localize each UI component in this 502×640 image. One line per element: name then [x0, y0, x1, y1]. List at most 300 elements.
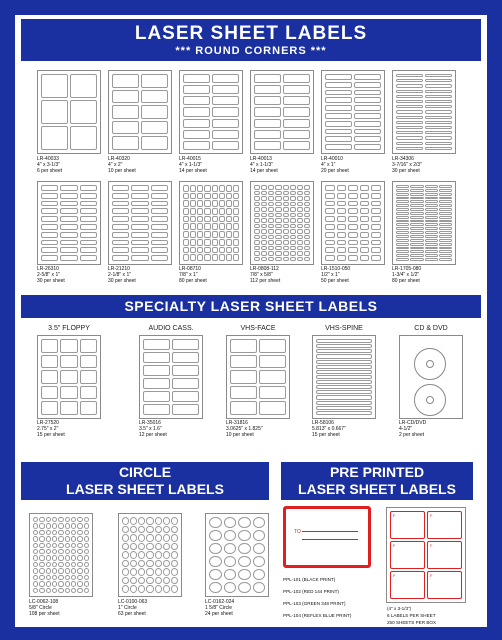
sheet-LC-0162-024	[205, 513, 269, 597]
label-code: LR-CD/DVD	[399, 420, 427, 426]
label-cell	[360, 216, 370, 222]
label-cell	[254, 107, 281, 116]
label-cell	[233, 223, 239, 230]
circle-label-cell	[146, 543, 153, 551]
label-cell	[410, 247, 423, 250]
label-cell	[60, 185, 77, 191]
circle-label-cell	[77, 543, 82, 548]
label-cell	[259, 339, 286, 353]
label-caption	[118, 599, 147, 617]
circle-label-cell	[209, 517, 222, 528]
label-cell	[261, 251, 267, 256]
label-cell	[141, 74, 168, 88]
label-cell	[41, 355, 58, 369]
sheet-LR-26310	[37, 181, 101, 265]
label-cell	[275, 202, 281, 207]
label-cell	[197, 231, 203, 238]
label-cell	[112, 224, 129, 230]
circle-label-cell	[253, 530, 266, 541]
circle-label-cell	[39, 562, 44, 567]
label-grid	[41, 74, 97, 150]
circle-label-cell	[171, 517, 178, 525]
circle-label-cell	[52, 568, 57, 573]
circle-label-cell	[155, 543, 162, 551]
circle-label-cell	[84, 588, 89, 593]
label-caption	[108, 266, 136, 284]
label-cell	[212, 141, 239, 150]
label-count: 10 per sheet	[108, 168, 136, 174]
circle-label-cell	[122, 543, 129, 551]
label-cell	[143, 378, 170, 389]
label-cell	[354, 121, 381, 127]
label-cell	[316, 411, 372, 415]
circle-label-cell	[39, 536, 44, 541]
label-cell	[316, 401, 372, 405]
label-cell	[325, 224, 335, 230]
label-cell	[172, 339, 199, 350]
label-count: 20 per sheet	[321, 168, 349, 174]
circle-label-cell	[65, 517, 70, 522]
label-cell	[259, 370, 286, 384]
label-cell	[348, 208, 358, 214]
label-cell	[80, 201, 97, 207]
label-cell	[80, 208, 97, 214]
label-cell	[410, 208, 423, 211]
label-cell	[204, 239, 210, 246]
circle-label-cell	[238, 556, 251, 567]
label-cell	[197, 185, 203, 192]
label-cell	[325, 136, 352, 142]
preprinted-variant-2: PPL-102 (RED 144 PRINT)	[283, 589, 339, 594]
circle-label-cell	[146, 551, 153, 559]
label-cell	[60, 370, 77, 384]
circle-label-cell	[130, 517, 137, 525]
label-cell	[275, 191, 281, 196]
label-cell	[425, 235, 438, 238]
label-cell	[259, 386, 286, 400]
circle-label-cell	[224, 582, 237, 593]
label-cell	[41, 240, 58, 246]
label-cell	[230, 370, 257, 384]
label-cell	[131, 247, 148, 253]
label-cell	[212, 74, 239, 83]
circle-label-cell	[52, 543, 57, 548]
circle-label-cell	[138, 577, 145, 585]
label-cell	[325, 255, 335, 261]
label-cell	[439, 185, 452, 188]
label-cell	[261, 185, 267, 190]
label-grid	[41, 185, 97, 261]
circle-label-cell	[224, 569, 237, 580]
label-cell	[212, 200, 218, 207]
circle-label-cell	[39, 588, 44, 593]
label-cell	[396, 79, 423, 82]
label-cell	[143, 352, 170, 363]
label-cell	[439, 200, 452, 203]
label-cell	[275, 196, 281, 201]
label-cell	[261, 246, 267, 251]
label-cell	[325, 232, 335, 238]
label-cell	[439, 239, 452, 242]
label-cell	[354, 82, 381, 88]
circle-label-cell	[130, 560, 137, 568]
circle-label-cell	[130, 534, 137, 542]
top-banner-title: LASER SHEET LABELS	[134, 23, 368, 44]
label-cell	[41, 185, 58, 191]
top-banner-subtitle: *** ROUND CORNERS ***	[175, 45, 327, 57]
label-cell	[360, 247, 370, 253]
label-cell	[112, 232, 129, 238]
label-size: 5.813" x 0.667"	[312, 426, 346, 432]
label-cell	[290, 213, 296, 218]
label-cell	[396, 243, 409, 246]
sheet-LR-40015	[179, 70, 243, 154]
label-cell	[337, 185, 347, 191]
label-cell	[254, 213, 260, 218]
label-cell	[254, 191, 260, 196]
label-cell	[143, 365, 170, 376]
label-cell	[297, 246, 303, 251]
label-cell	[396, 185, 409, 188]
circle-label-cell	[39, 555, 44, 560]
label-cell	[41, 224, 58, 230]
label-cell	[396, 189, 409, 192]
label-cell	[268, 257, 274, 262]
label-caption	[139, 420, 167, 438]
label-cell	[261, 191, 267, 196]
label-cell	[283, 213, 289, 218]
label-code: LR-27520	[37, 420, 59, 426]
label-count: 80 per sheet	[392, 278, 420, 284]
label-cell	[297, 202, 303, 207]
circle-label-cell	[46, 543, 51, 548]
label-cell	[219, 247, 225, 254]
label-cell	[183, 254, 189, 261]
label-cell	[297, 185, 303, 190]
label-count: 6 per sheet	[37, 168, 63, 174]
label-cell	[290, 257, 296, 262]
label-cell	[304, 246, 310, 251]
circle-label-cell	[238, 530, 251, 541]
label-code: LR-1705-080	[392, 266, 422, 272]
label-cell	[410, 243, 423, 246]
circle-label-cell	[39, 543, 44, 548]
label-cell	[439, 231, 452, 234]
preprinted-small-label-text: F	[393, 573, 396, 578]
circle-label-cell	[224, 517, 237, 528]
label-cell	[396, 74, 423, 77]
label-caption	[399, 420, 426, 438]
circle-label-cell	[138, 585, 145, 593]
label-cell	[425, 254, 438, 257]
label-cell	[268, 185, 274, 190]
label-cell	[354, 144, 381, 150]
label-cell	[131, 255, 148, 261]
circle-label-cell	[155, 534, 162, 542]
label-cell	[439, 258, 452, 261]
label-cell	[204, 185, 210, 192]
circle-label-cell	[65, 568, 70, 573]
label-size: 4-1/2"	[399, 426, 413, 432]
circle-label-cell	[52, 530, 57, 535]
label-cell	[254, 224, 260, 229]
label-cell	[131, 193, 148, 199]
label-cell	[425, 147, 452, 150]
label-cell	[425, 231, 438, 234]
label-cell	[112, 216, 129, 222]
label-cell	[396, 116, 423, 119]
label-size: 4" x 1-1/3"	[250, 162, 274, 168]
label-cell	[410, 235, 423, 238]
label-code: LR-31816	[226, 420, 248, 426]
label-size: 2.75" x 2"	[37, 426, 59, 432]
label-cell	[172, 391, 199, 402]
label-cell	[283, 218, 289, 223]
label-cell	[60, 339, 77, 353]
label-cell	[396, 247, 409, 250]
sheet-LR-1705-080	[392, 181, 456, 265]
label-count: 108 per sheet	[29, 611, 60, 617]
label-cell	[410, 216, 423, 219]
label-cell	[80, 240, 97, 246]
circle-label-cell	[122, 585, 129, 593]
label-cell	[304, 185, 310, 190]
label-cell	[261, 257, 267, 262]
label-cell	[219, 239, 225, 246]
label-cell	[360, 232, 370, 238]
circle-label-cell	[71, 517, 76, 522]
label-grid	[112, 185, 168, 261]
circle-label-cell	[58, 555, 63, 560]
circle-label-cell	[130, 568, 137, 576]
circle-label-cell	[253, 543, 266, 554]
label-cell	[325, 208, 335, 214]
sheet-LR-40013	[250, 70, 314, 154]
label-count: 63 per sheet	[118, 611, 146, 617]
label-cell	[290, 202, 296, 207]
label-size: 1/2" x 1"	[321, 272, 340, 278]
circle-label-cell	[122, 551, 129, 559]
label-cell	[425, 131, 452, 134]
label-cell	[112, 193, 129, 199]
label-cell	[290, 191, 296, 196]
label-cell	[283, 85, 310, 94]
circle-label-cell	[163, 526, 170, 534]
circle-label-cell	[77, 530, 82, 535]
circle-label-cell	[84, 562, 89, 567]
label-cell	[197, 254, 203, 261]
circle-label-cell	[58, 549, 63, 554]
label-cell	[112, 136, 139, 150]
label-cell	[254, 202, 260, 207]
label-cell	[190, 193, 196, 200]
label-cell	[60, 193, 77, 199]
preprinted-small-label-text: F	[430, 573, 433, 578]
label-cell	[268, 207, 274, 212]
circle-label-cell	[58, 543, 63, 548]
label-cell	[254, 251, 260, 256]
label-cell	[268, 240, 274, 245]
label-cell	[425, 220, 438, 223]
label-cell	[396, 126, 423, 129]
label-cell	[151, 208, 168, 214]
label-cell	[304, 202, 310, 207]
label-cell	[131, 201, 148, 207]
label-cell	[439, 247, 452, 250]
preprinted-small-sheet	[386, 507, 466, 603]
circle-label-cell	[122, 577, 129, 585]
sheet-LR-34306	[392, 70, 456, 154]
label-cell	[290, 196, 296, 201]
label-cell	[183, 119, 210, 128]
label-cell	[254, 130, 281, 139]
circle-label-cell	[33, 517, 38, 522]
label-cell	[290, 251, 296, 256]
label-cell	[141, 136, 168, 150]
cd-label-circle	[414, 384, 446, 416]
label-cell	[396, 197, 409, 200]
label-cell	[41, 247, 58, 253]
label-cell	[190, 231, 196, 238]
circle-label-cell	[122, 526, 129, 534]
label-cell	[290, 229, 296, 234]
label-cell	[112, 105, 139, 119]
label-cell	[360, 208, 370, 214]
label-cell	[439, 193, 452, 196]
label-count: 15 per sheet	[312, 432, 340, 438]
circle-label-cell	[46, 568, 51, 573]
label-cell	[410, 185, 423, 188]
label-cell	[190, 200, 196, 207]
label-cell	[60, 232, 77, 238]
circle-label-cell	[65, 543, 70, 548]
label-code: LR-21210	[108, 266, 130, 272]
circle-label-cell	[33, 549, 38, 554]
label-cell	[60, 355, 77, 369]
preprinted-small-label	[390, 541, 425, 569]
label-cell	[396, 220, 409, 223]
label-cell	[439, 223, 452, 226]
label-cell	[204, 216, 210, 223]
label-cell	[226, 208, 232, 215]
label-size: 1 5/8" Circle	[205, 605, 233, 611]
circle-label-cell	[71, 581, 76, 586]
circle-label-cell	[130, 526, 137, 534]
circle-label-cell	[33, 568, 38, 573]
label-cell	[131, 216, 148, 222]
label-cell	[337, 193, 347, 199]
label-cell	[439, 208, 452, 211]
circle-label-cell	[155, 577, 162, 585]
label-cell	[80, 193, 97, 199]
label-cell	[226, 216, 232, 223]
sheet-LR-40010	[321, 70, 385, 154]
circle-label-cell	[130, 577, 137, 585]
label-cell	[325, 97, 352, 103]
circle-label-cell	[58, 523, 63, 528]
label-cell	[283, 240, 289, 245]
label-cell	[60, 240, 77, 246]
label-cell	[425, 110, 452, 113]
label-cell	[254, 185, 260, 190]
label-code: LR-1510-050	[321, 266, 351, 272]
label-cell	[254, 96, 281, 105]
preprinted-small-label-text: F	[393, 543, 396, 548]
label-cell	[316, 365, 372, 369]
label-cell	[316, 380, 372, 384]
label-cell	[371, 232, 381, 238]
label-cell	[283, 202, 289, 207]
label-cell	[131, 232, 148, 238]
label-code: LR-40013	[250, 156, 272, 162]
label-cell	[212, 107, 239, 116]
circle-label-cell	[253, 556, 266, 567]
label-cell	[70, 126, 97, 150]
cd-hole	[426, 396, 434, 404]
label-cell	[337, 224, 347, 230]
label-grid	[112, 74, 168, 150]
circle-label-cell	[71, 530, 76, 535]
label-cell	[80, 247, 97, 253]
label-grid	[209, 517, 265, 593]
label-size: 3-7/16" x 2/3"	[392, 162, 422, 168]
label-cell	[396, 227, 409, 230]
label-cell	[226, 254, 232, 261]
label-cell	[371, 193, 381, 199]
label-cell	[275, 251, 281, 256]
preprinted-small-label	[390, 571, 425, 599]
label-cell	[80, 216, 97, 222]
label-cell	[297, 191, 303, 196]
label-cell	[204, 208, 210, 215]
label-cell	[254, 207, 260, 212]
circle-label-cell	[52, 523, 57, 528]
label-cell	[360, 193, 370, 199]
circle-label-cell	[52, 575, 57, 580]
circle-label-cell	[146, 568, 153, 576]
preprinted-banner-line2: LASER SHEET LABELS	[298, 481, 456, 497]
label-cell	[396, 90, 423, 93]
label-cell	[360, 255, 370, 261]
label-cell	[304, 257, 310, 262]
label-cell	[337, 216, 347, 222]
circle-label-cell	[171, 543, 178, 551]
label-cell	[131, 224, 148, 230]
label-cell	[439, 197, 452, 200]
label-cell	[212, 185, 218, 192]
label-cell	[254, 218, 260, 223]
label-cell	[60, 201, 77, 207]
label-cell	[41, 201, 58, 207]
label-cell	[233, 231, 239, 238]
label-cell	[233, 247, 239, 254]
label-cell	[354, 129, 381, 135]
label-cell	[60, 386, 77, 400]
circle-label-cell	[138, 517, 145, 525]
label-cell	[410, 197, 423, 200]
label-size: 2-5/8" x 1"	[37, 272, 61, 278]
label-cell	[316, 395, 372, 399]
label-cell	[316, 390, 372, 394]
label-cell	[80, 232, 97, 238]
label-cell	[410, 239, 423, 242]
circle-label-cell	[138, 534, 145, 542]
label-cell	[439, 212, 452, 215]
label-cell	[425, 223, 438, 226]
label-cell	[151, 224, 168, 230]
label-size: 4" x 1"	[321, 162, 336, 168]
label-cell	[304, 235, 310, 240]
